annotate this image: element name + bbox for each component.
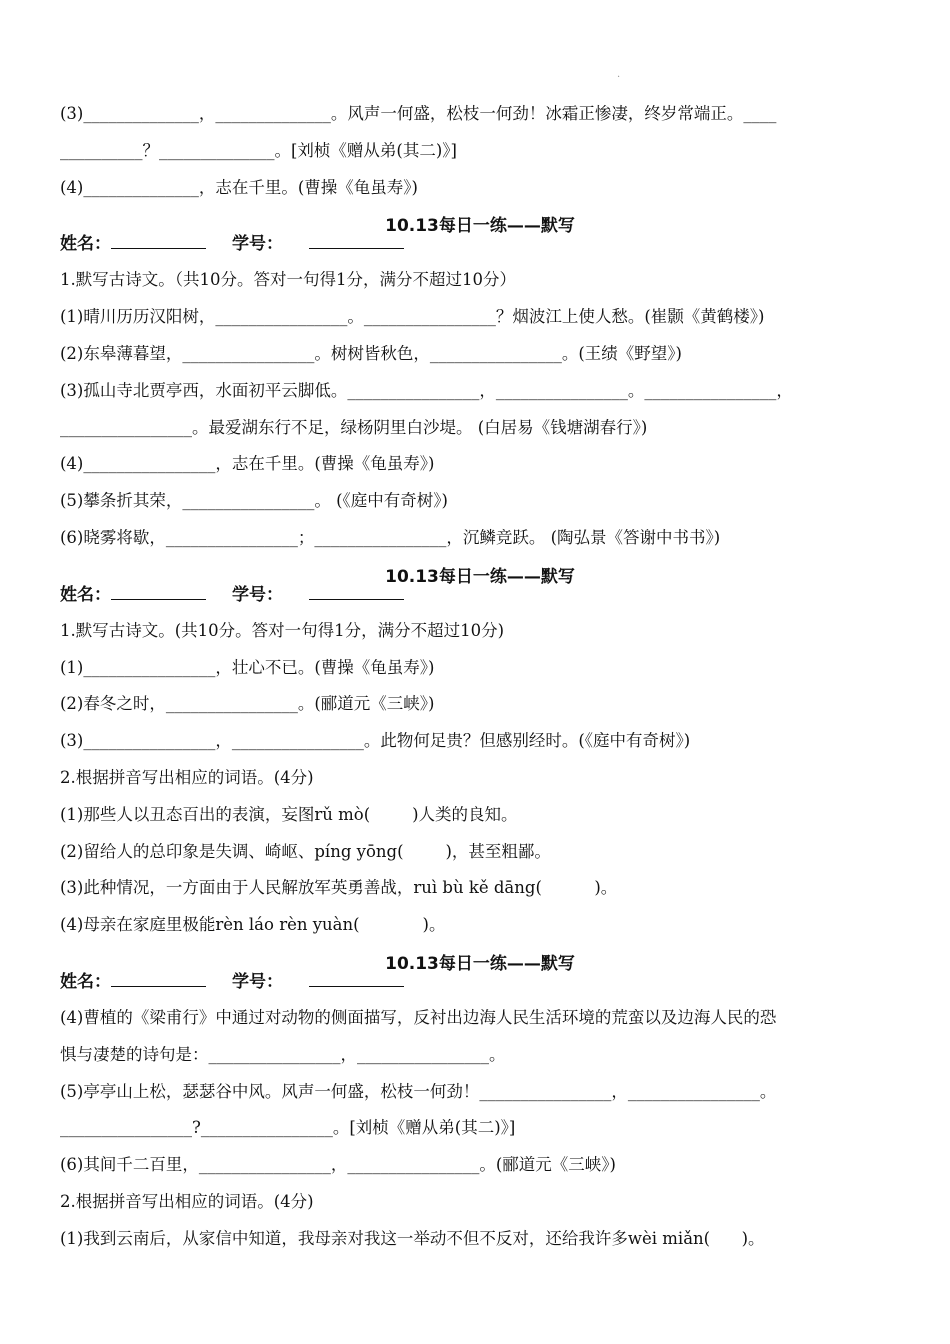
name-blank[interactable] bbox=[111, 585, 206, 600]
id-label: 学号： bbox=[232, 584, 283, 605]
worksheet bbox=[60, 96, 900, 1258]
page-dot: · bbox=[617, 72, 621, 83]
id-blank[interactable] bbox=[309, 585, 404, 600]
s3-line-3: ________________?________________。[刘桢《赠从弟(其二)》] bbox=[60, 1118, 516, 1138]
s2-line-3: (3)________________，________________。此物何足贵？但感别经时。(《庭中有奇树》) bbox=[60, 731, 691, 751]
section2-name-row bbox=[60, 585, 900, 613]
s1-line-4: ________________。最爱湖东行不足，绿杨阴里白沙堤。 (白居易《钱塘湖春行》) bbox=[60, 417, 648, 437]
id-label: 学号： bbox=[232, 971, 283, 992]
s2-line-6: (2)留给人的总印象是失调、崎岖、píng yōng( )，甚至粗鄙。 bbox=[60, 841, 551, 861]
section1-title: 10.13每日一练——默写 bbox=[385, 216, 575, 237]
name-blank[interactable] bbox=[111, 234, 206, 249]
top-line-3: (4)______________，志在千里。(曹操《龟虽寿》) bbox=[60, 177, 418, 197]
s2-line-4: 2.根据拼音写出相应的词语。(4分) bbox=[60, 767, 314, 787]
s3-line-6: (1)我到云南后，从家信中知道，我母亲对我这一举动不但不反对，还给我许多wèi miǎn( )。 bbox=[60, 1228, 765, 1248]
s3-line-2: (5)亭亭山上松，瑟瑟谷中风。风声一何盛，松枝一何劲！________________，________________。 bbox=[60, 1081, 777, 1101]
section1-name-row bbox=[60, 234, 900, 262]
s2-line-7: (3)此种情况，一方面由于人民解放军英勇善战，ruì bù kě dāng( )。 bbox=[60, 878, 618, 898]
section3-name-row bbox=[60, 972, 900, 1000]
s2-line-1: (1)________________，壮心不已。(曹操《龟虽寿》) bbox=[60, 657, 435, 677]
s3-line-0: (4)曹植的《梁甫行》中通过对动物的侧面描写，反衬出边海人民生活环境的荒蛮以及边海人民的恐 bbox=[60, 1007, 777, 1027]
top-line-1: (3)______________，______________。风声一何盛，松枝一何劲！冰霜正惨凄，终岁常端正。____ bbox=[60, 104, 777, 123]
s2-line-2: (2)春冬之时，________________。(郦道元《三峡》) bbox=[60, 694, 435, 714]
s2-line-8: (4)母亲在家庭里极能rèn láo rèn yuàn( )。 bbox=[60, 915, 446, 935]
s3-line-5: 2.根据拼音写出相应的词语。(4分) bbox=[60, 1191, 314, 1211]
section2-title: 10.13每日一练——默写 bbox=[385, 566, 575, 587]
top-line-2: __________？______________。[刘桢《赠从弟(其二)》] bbox=[60, 140, 457, 160]
s3-line-1: 惧与凄楚的诗句是：________________，________________。 bbox=[60, 1044, 506, 1064]
s2-line-5: (1)那些人以丑态百出的表演，妄图rǔ mò( )人类的良知。 bbox=[60, 804, 518, 824]
name-blank[interactable] bbox=[111, 972, 206, 987]
s2-line-0: 1.默写古诗文。(共10分。答对一句得1分，满分不超过10分) bbox=[60, 620, 505, 640]
s1-line-5: (4)________________，志在千里。(曹操《龟虽寿》) bbox=[60, 454, 435, 474]
id-label: 学号： bbox=[232, 234, 283, 255]
id-blank[interactable] bbox=[309, 972, 404, 987]
name-label: 姓名： bbox=[60, 584, 111, 605]
section3-title: 10.13每日一练——默写 bbox=[385, 953, 575, 974]
s1-line-6: (5)攀条折其荣，________________。 (《庭中有奇树》) bbox=[60, 491, 448, 511]
s1-line-0: 1.默写古诗文。（共10分。答对一句得1分，满分不超过10分） bbox=[60, 270, 516, 290]
name-label: 姓名： bbox=[60, 234, 111, 255]
id-blank[interactable] bbox=[309, 234, 404, 249]
s1-line-7: (6)晓雾将歇，________________；________________，沉鳞竞跃。 (陶弘景《答谢中书书》) bbox=[60, 527, 721, 547]
s3-line-4: (6)其间千二百里，________________，________________。(郦道元《三峡》) bbox=[60, 1155, 616, 1175]
s1-line-1: (1)晴川历历汉阳树，________________。________________？烟波江上使人愁。(崔颢《黄鹤楼》) bbox=[60, 307, 765, 327]
name-label: 姓名： bbox=[60, 971, 111, 992]
s1-line-3: (3)孤山寺北贾亭西，水面初平云脚低。________________，________________。________________， bbox=[60, 380, 793, 400]
s1-line-2: (2)东皋薄暮望，________________。树树皆秋色，________________。(王绩《野望》) bbox=[60, 343, 682, 363]
